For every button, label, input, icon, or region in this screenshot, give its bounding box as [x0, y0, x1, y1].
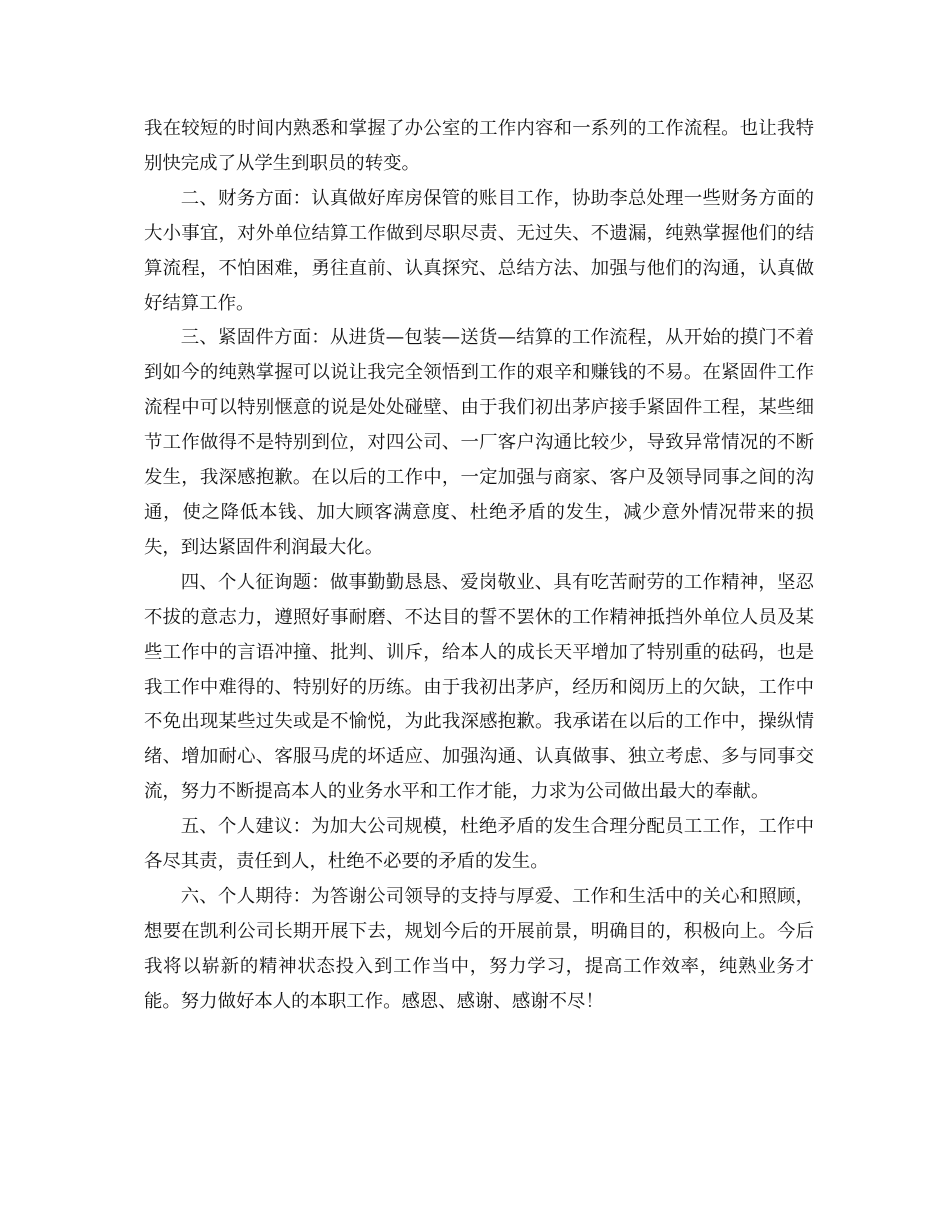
paragraph-suggestions: 五、个人建议：为加大公司规模，杜绝矛盾的发生合理分配员工工作，工作中各尽其责，责任到人，杜绝不必要的矛盾的发生。	[144, 816, 814, 873]
paragraph-fasteners: 三、紧固件方面：从进货—包装—送货—结算的工作流程，从开始的摸门不着到如今的纯熟掌握可以说让我完全领悟到工作的艰辛和赚钱的不易。在紧固件工作流程中可以特别惬意的说是处处碰壁、由于我们初出茅庐接手紧固件工程，某些细节工作做得不是特别到位，对四公司、一厂客户沟通比较少，导致异常情况的不断发生，我深感抱歉。在以后的工作中，一定加强与商家、客户及领导同事之间的沟通，使之降低本钱、加大顾客满意度、杜绝矛盾的发生，减少意外情况带来的损失，到达紧固件利润最大化。	[144, 327, 814, 558]
paragraph-personal-issues: 四、个人征询题：做事勤勤恳恳、爱岗敬业、具有吃苦耐劳的工作精神，坚忍不拔的意志力，遵照好事耐磨、不达目的誓不罢休的工作精神抵挡外单位人员及某些工作中的言语冲撞、批判、训斥，给本人的成长天平增加了特别重的砝码，也是我工作中难得的、特别好的历练。由于我初出茅庐，经历和阅历上的欠缺，工作中不免出现某些过失或是不愉悦，为此我深感抱歉。我承诺在以后的工作中，操纵情绪、增加耐心、客服马虎的坏适应、加强沟通、认真做事、独立考虑、多与同事交流，努力不断提高本人的业务水平和工作才能，力求为公司做出最大的奉献。	[144, 571, 814, 803]
document-body	[144, 112, 814, 1020]
paragraph-expectations: 六、个人期待：为答谢公司领导的支持与厚爱、工作和生活中的关心和照顾，想要在凯利公司长期开展下去，规划今后的开展前景，明确目的，积极向上。今后我将以崭新的精神状态投入到工作当中，努力学习，提高工作效率，纯熟业务才能。努力做好本人的本职工作。感恩、感谢、感谢不尽！	[144, 885, 814, 1012]
paragraph-continuation: 我在较短的时间内熟悉和掌握了办公室的工作内容和一系列的工作流程。也让我特别快完成了从学生到职员的转变。	[144, 118, 814, 174]
paragraph-finance: 二、财务方面：认真做好库房保管的账目工作，协助李总处理一些财务方面的大小事宜，对外单位结算工作做到尽职尽责、无过失、不遗漏，纯熟掌握他们的结算流程，不怕困难，勇往直前、认真探究、总结方法、加强与他们的沟通，认真做好结算工作。	[144, 187, 814, 314]
